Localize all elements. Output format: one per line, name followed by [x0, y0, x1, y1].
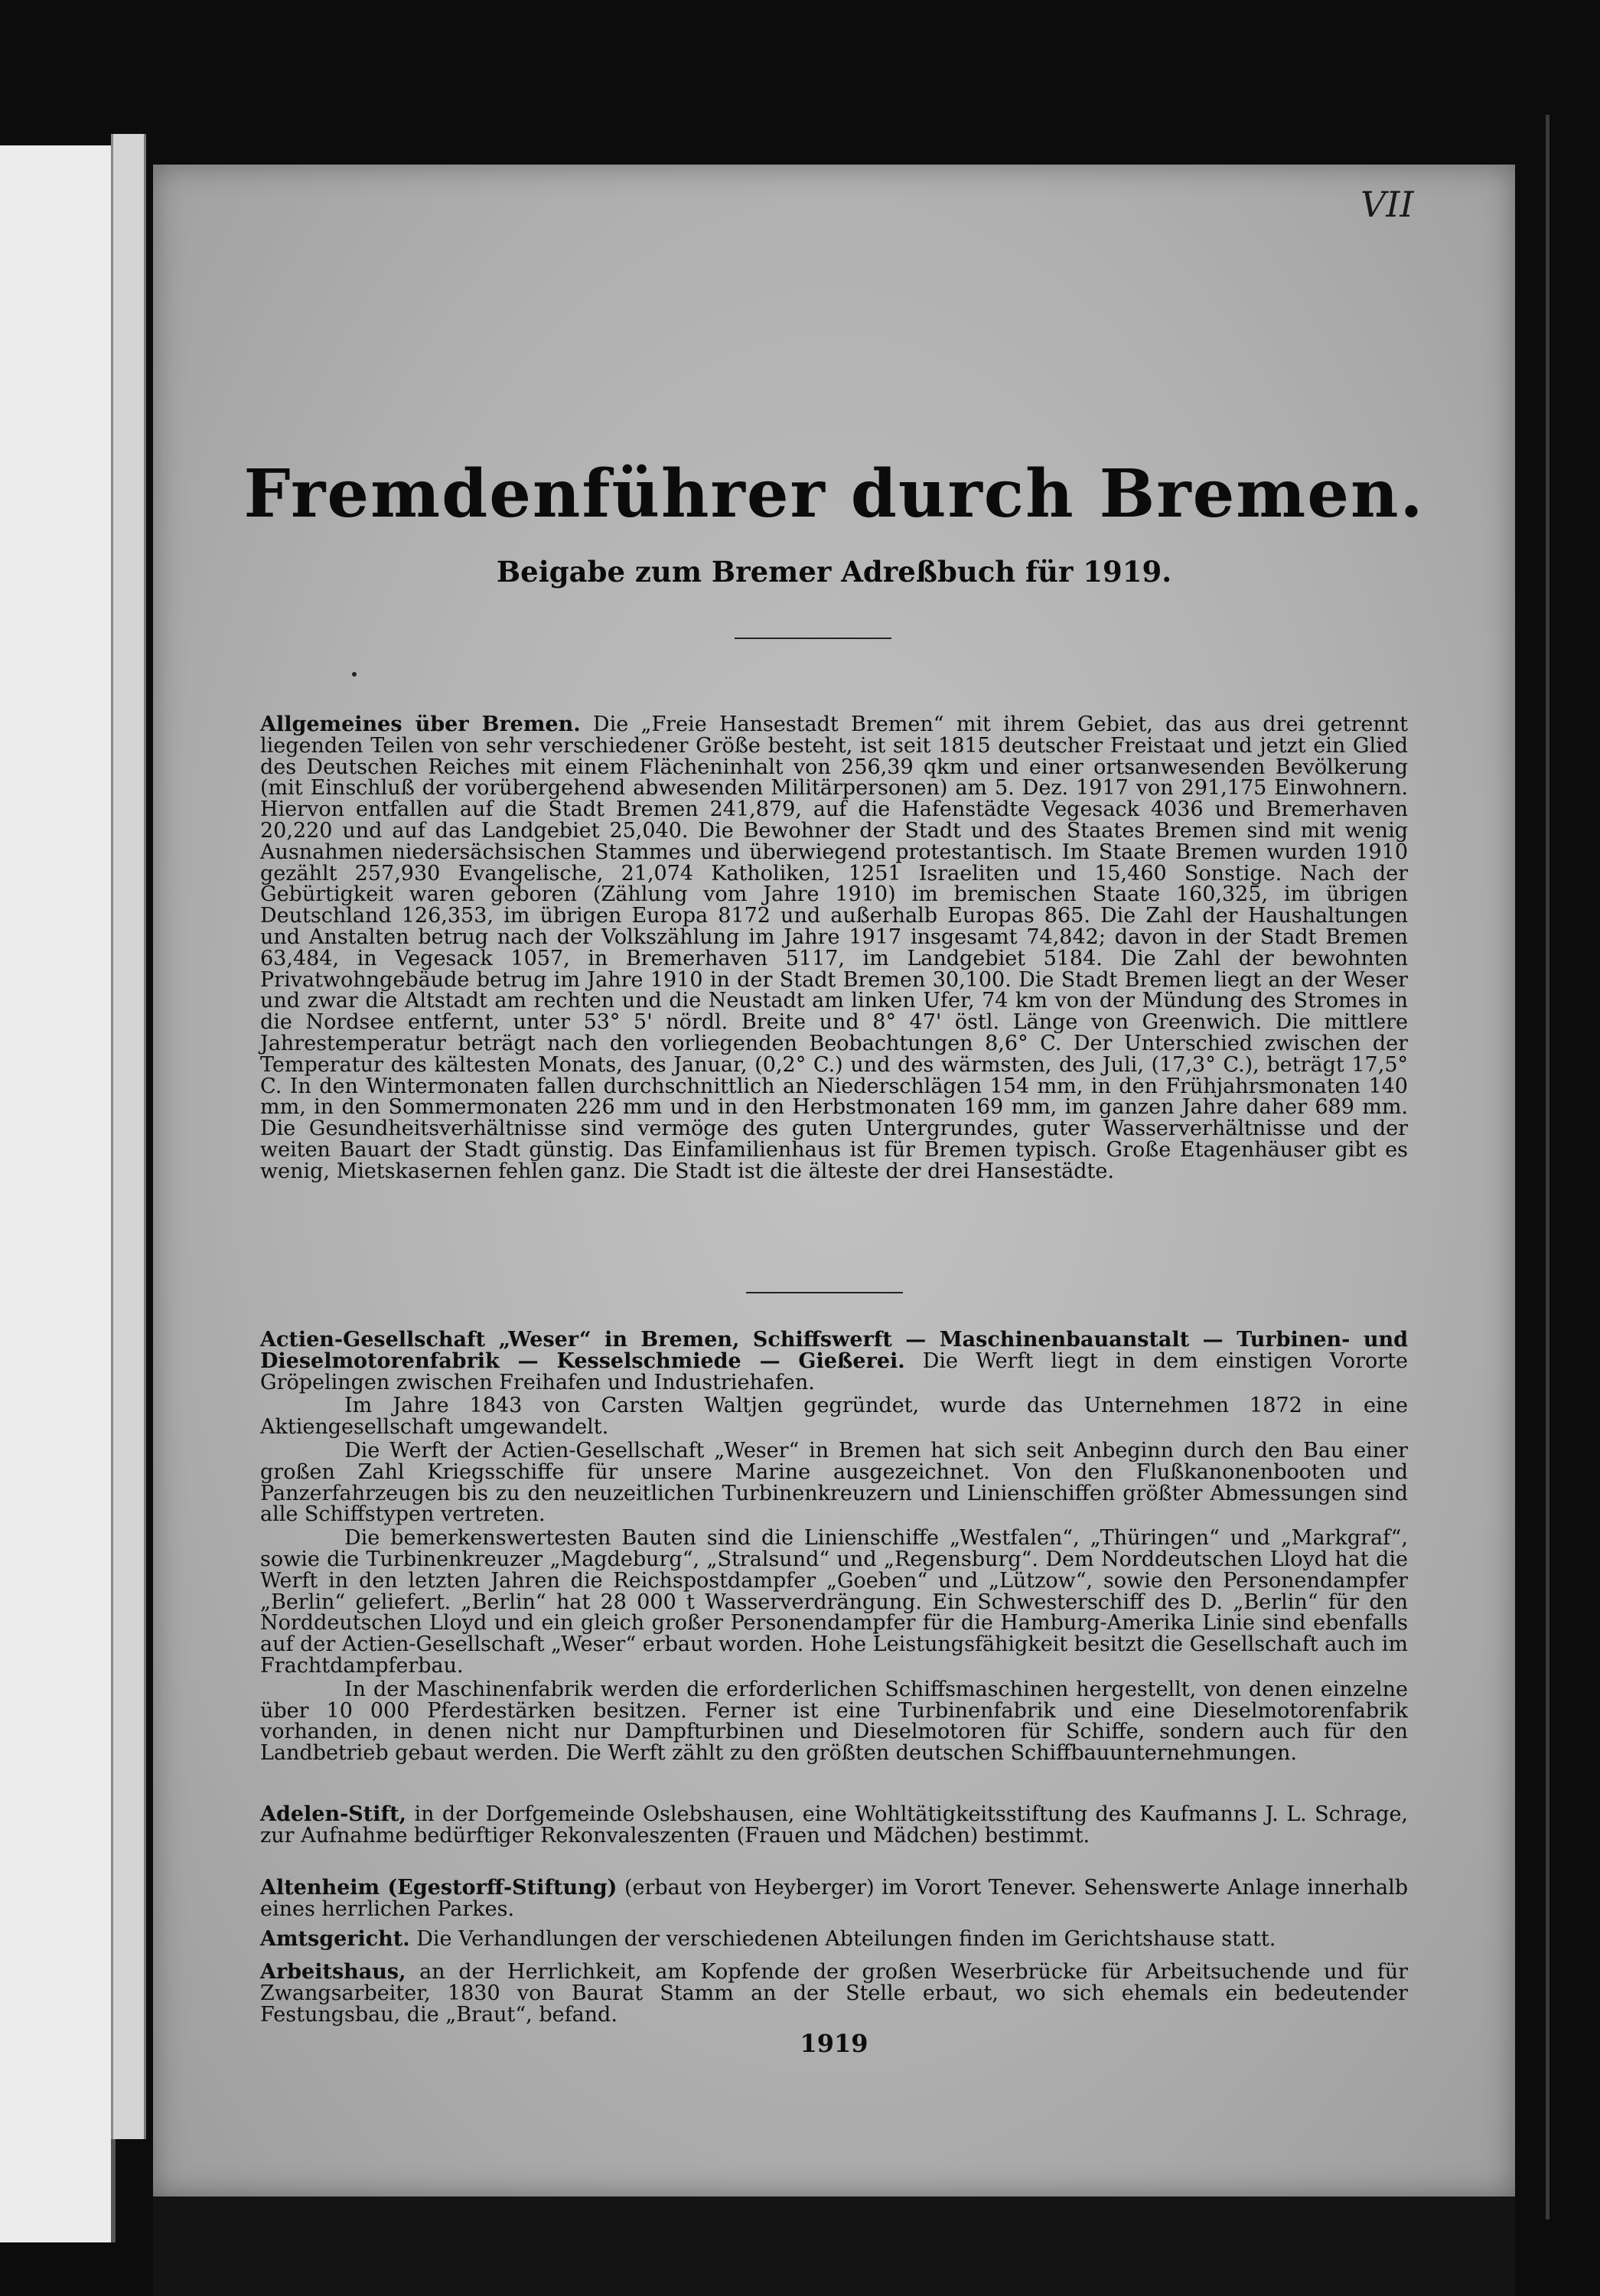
divider-rule [735, 638, 891, 639]
section-heading: Adelen-Stift, [260, 1802, 406, 1826]
section-paragraph: Im Jahre 1843 von Carsten Waltjen gegründet, wurde das Unternehmen 1872 in eine Aktiengesellschaft umgewandelt. [260, 1394, 1408, 1440]
binding-edge [111, 134, 146, 2139]
adjacent-sheet [0, 145, 116, 2242]
section-text: Die Verhandlungen der verschiedenen Abteilungen finden im Gerichtshause statt. [416, 1927, 1276, 1951]
section-text: in der Dorfgemeinde Oslebshausen, eine Wohltätigkeitsstiftung des Kaufmanns J. L. Schrage, zur Aufnahme bedürftiger Rekonvaleszenten (Frauen und Mädchen) bestimmt. [260, 1802, 1409, 1848]
page-number-mark: VII [1360, 184, 1414, 225]
section-paragraph: In der Maschinenfabrik werden die erforderlichen Schiffsmaschinen hergestellt, von denen einzelne über 10 000 Pferdestärken besitzen. Ferner ist eine Turbinenfabrik und eine Dieselmotorenfabrik vorhanden, in denen nicht nur Dampfturbinen und Dieselmotoren für Schiffe, sondern auch für den Landbetrieb gebaut werden. Die Werft zählt zu den größten deutschen Schiffbauunternehmungen. [260, 1677, 1408, 1766]
section-paragraph: Die bemerkenswertesten Bauten sind die Linienschiffe „Westfalen“, „Thüringen“ und „Markgraf“, sowie die Turbinenkreuzer „Magdeburg“, „Stralsund“ und „Regensburg“. Dem Norddeutschen Lloyd hat die Werft in den letzten Jahren die Reichspostdampfer „Goeben“ und „Lützow“, sowie den Personendampfer „Berlin“ geliefert. „Berlin“ hat 28 000 t Wasserverdrängung. Ein Schwesterschiff des D. „Berlin“ für den Norddeutschen Lloyd und ein gleich großer Personendampfer für die Hamburg-Amerika Linie sind ebenfalls auf der Actien-Gesellschaft „Weser“ erbaut worden. Hohe Leistungsfähigkeit besitzt die Gesellschaft auch im Frachtdampferbau. [260, 1526, 1408, 1678]
section-heading: Amtsgericht. [260, 1927, 410, 1951]
section-weser [260, 1329, 1408, 1764]
section-heading: Allgemeines über Bremen. [260, 713, 581, 736]
section-heading: Actien-Gesellschaft „Weser“ in Bremen, Schiffswerft — Maschinenbauanstalt — Turbinen- und Dieselmotorenfabrik — Kesselschmiede — Gießerei. [260, 1328, 1408, 1373]
section-text: Die Werft liegt in dem einstigen Vororte Gröpelingen zwischen Freihafen und Industriehafen. [260, 1349, 1408, 1394]
section-amtsgericht [260, 1929, 1408, 1950]
section-text: an der Herrlichkeit, am Kopfende der großen Weserbrücke für Arbeitsuchende und für Zwangsarbeiter, 1830 von Baurat Stamm an der Stelle erbaut, wo sich ehemals ein bedeutender Festungsbau, die „Braut“, befand. [260, 1960, 1408, 2027]
page-subtitle: Beigabe zum Bremer Adreßbuch für 1919. [496, 555, 1172, 589]
section-heading: Altenheim (Egestorff-Stiftung) [260, 1876, 618, 1900]
page-edge [1546, 115, 1549, 2219]
scan-background [153, 2197, 1515, 2296]
section-heading: Arbeitshaus, [260, 1960, 406, 1984]
divider-rule [746, 1292, 903, 1293]
section-text: (erbaut von Heyberger) im Vorort Tenever. Sehenswerte Anlage innerhalb eines herrlichen Parkes. [260, 1876, 1408, 1921]
document-page [153, 165, 1515, 2197]
section-adelen-stift [260, 1804, 1408, 1847]
section-general [260, 714, 1408, 1182]
section-altenheim [260, 1877, 1408, 1920]
section-arbeitshaus [260, 1962, 1408, 2025]
footer-year: 1919 [800, 2029, 868, 2058]
page-title: Fremdenführer durch Bremen. [243, 455, 1425, 533]
ink-dot [352, 672, 357, 677]
section-text: Die „Freie Hansestadt Bremen“ mit ihrem Gebiet, das aus drei getrennt liegenden Teilen von sehr verschiedener Größe besteht, ist seit 1815 deutscher Freistaat und jetzt ein Glied des Deutschen Reiches mit einem Flächeninhalt von 256,39 qkm und einer ortsanwesenden Bevölkerung (mit Einschluß der vorübergehend abwesenden Militärpersonen) am 5. Dez. 1917 von 291,175 Einwohnern. Hiervon entfallen auf die Stadt Bremen 241,879, auf die Hafenstädte Vegesack 4036 und Bremerhaven 20,220 und auf das Landgebiet 25,040. Die Bewohner der Stadt und des Staates Bremen sind mit wenig Ausnahmen niedersächsischen Stammes und überwiegend protestantisch. Im Staate Bremen wurden 1910 gezählt 257,930 Evangelische, 21,074 Katholiken, 1251 Israeliten und 15,460 Sonstige. Nach der Gebürtigkeit waren geboren (Zählung vom Jahre 1910) im bremischen Staate 160,325, im übrigen Deutschland 126,353, im übrigen Europa 8172 und außerhalb Europas 865. Die Zahl der Haushaltungen und Anstalten betrug nach der Volkszählung im Jahre 1917 insgesamt 74,842; davon in der Stadt Bremen 63,484, in Vegesack 1057, in Bremerhaven 5117, im Landgebiet 5184. Die Zahl der bewohnten Privatwohngebäude betrug im Jahre 1910 in der Stadt Bremen 30,100. Die Stadt Bremen liegt an der Weser und zwar die Altstadt am rechten und die Neustadt am linken Ufer, 74 km von der Mündung des Stromes in die Nordsee entfernt, unter 53° 5' nördl. Breite und 8° 47' östl. Länge von Greenwich. Die mittlere Jahrestemperatur beträgt nach den vorliegenden Beobachtungen 8,6° C. Der Unterschied zwischen der Temperatur des kältesten Monats, des Januar, (0,2° C.) und des wärmsten, des Juli, (17,3° C.), beträgt 17,5° C. In den Wintermonaten fallen durchschnittlich an Niederschlägen 154 mm, in den Frühjahrsmonaten 140 mm, in den Sommermonaten 226 mm und in den Herbstmonaten 169 mm, im ganzen Jahre daher 689 mm. Die Gesundheitsverhältnisse sind vermöge des guten Untergrundes, guter Wasserverhältnisse und der weiten Bauart der Stadt günstig. Das Einfamilienhaus ist für Bremen typisch. Große Etagenhäuser gibt es wenig, Mietskasernen fehlen ganz. Die Stadt ist die älteste der drei Hansestädte. [260, 713, 1408, 1183]
section-paragraph: Die Werft der Actien-Gesellschaft „Weser“ in Bremen hat sich seit Anbeginn durch den Bau einer großen Zahl Kriegsschiffe für unsere Marine ausgezeichnet. Von den Flußkanonenbooten und Panzerfahrzeugen bis zu den neuzeitlichen Turbinenkreuzern und Linienschiffen größter Abmessungen sind alle Schiffstypen vertreten. [260, 1438, 1408, 1527]
